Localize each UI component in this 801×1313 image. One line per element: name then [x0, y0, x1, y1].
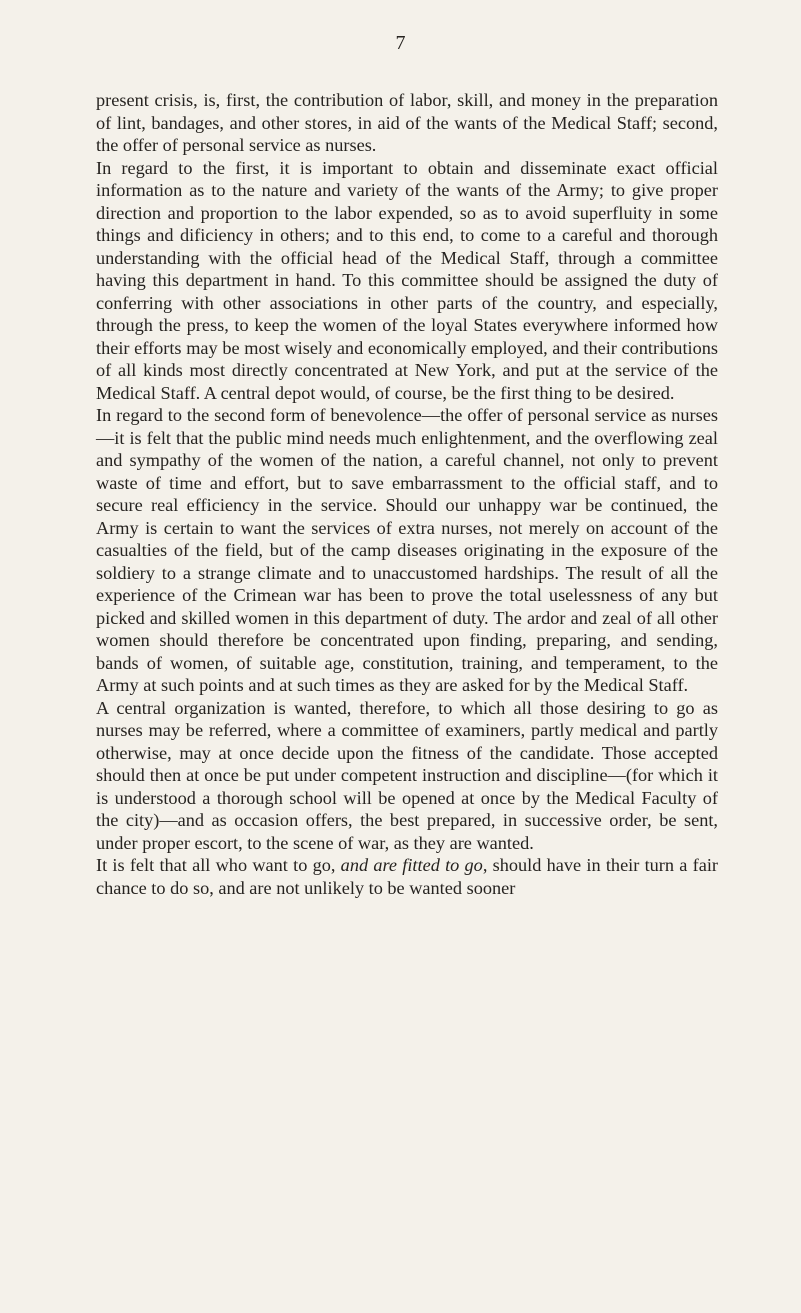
page-number: 7 [395, 32, 406, 54]
body-text [96, 89, 718, 899]
paragraph-fair-chance-start: It is felt that all who want to go, [96, 855, 341, 875]
paragraph-fair-chance [96, 854, 718, 899]
paragraph-fair-chance-end: , should have in their turn a fair chance to do so, and are not unlikely to be wanted sooner [96, 855, 718, 898]
italic-phrase: and are fitted to go [340, 855, 483, 875]
paragraph-continued: present crisis, is, first, the contribution of labor, skill, and money in the preparation of lint, bandages, and other stores, in aid of the wants of the Medical Staff; second, the offer of personal service as nurses. [96, 90, 718, 155]
paragraph-first-contribution: In regard to the first, it is important to obtain and disseminate exact official information as to the nature and variety of the wants of the Army; to give proper direction and proportion to the labor expended, so as to avoid superfluity in some things and dificiency in others; and to this end, to come to a careful and thorough understanding with the official head of the Medical Staff, through a committee having this department in hand. To this committee should be assigned the duty of conferring with other associations in other parts of the country, and especially, through the press, to keep the women of the loyal States everywhere informed how their efforts may be most wisely and economically employed, and their contributions of all kinds most directly concentrated at New York, and put at the service of the Medical Staff. A central depot would, of course, be the first thing to be desired. [96, 157, 718, 403]
paragraph-central-organization: A central organization is wanted, therefore, to which all those desiring to go as nurses may be referred, where a committee of examiners, partly medical and partly otherwise, may at once decide upon the fitness of the candidate. Those accepted should then at once be put under competent instruction and discipline—(for which it is understood a thorough school will be opened at once by the Medical Faculty of the city)—and as occasion offers, the best prepared, in successive order, be sent, under proper escort, to the scene of war, as they are wanted. [96, 697, 718, 853]
paragraph-personal-service: In regard to the second form of benevolence—the offer of personal service as nurses—it is felt that the public mind needs much enlightenment, and the overflowing zeal and sympathy of the women of the nation, a careful channel, not only to prevent waste of time and effort, but to save embarrassment to the official staff, and to secure real efficiency in the service. Should our unhappy war be continued, the Army is certain to want the services of extra nurses, not merely on account of the casualties of the field, but of the camp diseases originating in the exposure of the soldiery to a strange climate and to unaccustomed hardships. The result of all the experience of the Crimean war has been to prove the total uselessness of any but picked and skilled women in this department of duty. The ardor and zeal of all other women should therefore be concentrated upon finding, preparing, and sending, bands of women, of suitable age, constitution, training, and temperament, to the Army at such points and at such times as they are asked for by the Medical Staff. [96, 405, 718, 695]
